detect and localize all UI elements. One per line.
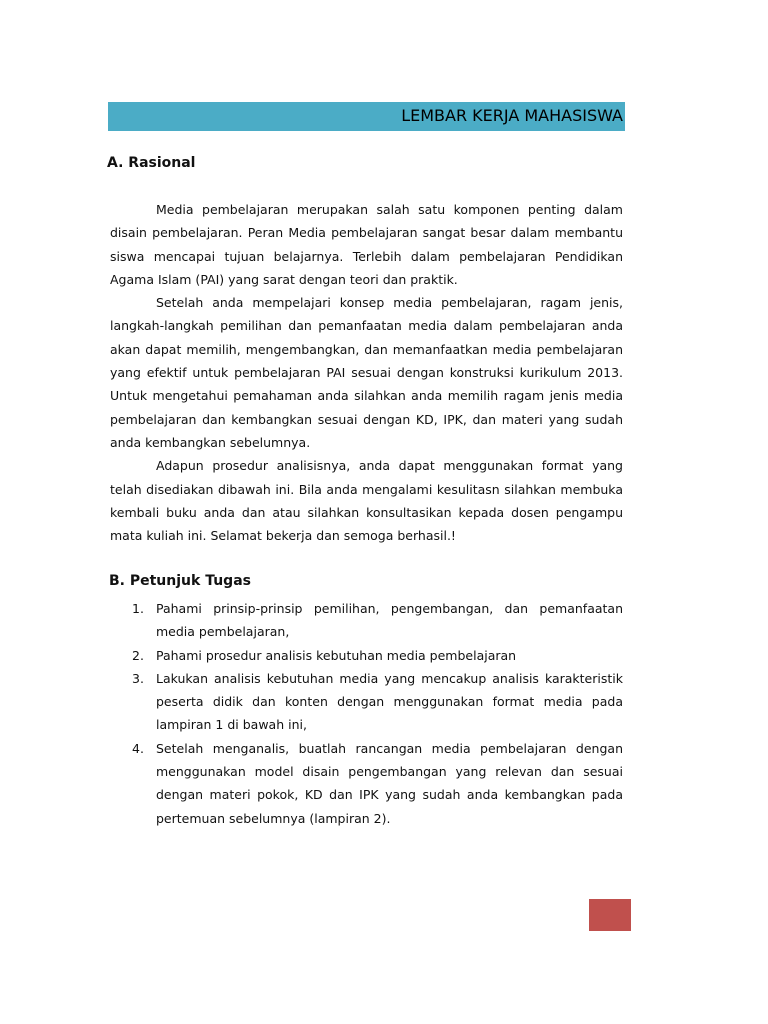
page-title: LEMBAR KERJA MAHASISWA: [401, 106, 623, 125]
list-item-text: Setelah menganalis, buatlah rancangan media pembelajaran dengan menggunakan model disain pengembangan yang relevan dan sesuai dengan materi pokok, KD dan IPK yang sudah anda kembangkan pada pertemuan sebelumnya (lampiran 2).: [156, 740, 623, 826]
list-item-number: 2.: [132, 647, 144, 663]
rasional-paragraph: Setelah anda mempelajari konsep media pembelajaran, ragam jenis, langkah-langkah pemilihan dan pemanfaatan media dalam pembelajaran anda akan dapat memilih, mengembangkan, dan memanfaatkan media pembelajaran yang efektif untuk pembelajaran PAI sesuai dengan konstruksi kurikulum 2013. Untuk mengetahui pemahaman anda silahkan anda memilih ragam jenis media pembelajaran dan kembangkan sesuai dengan KD, IPK, dan materi yang sudah anda kembangkan sebelumnya.: [110, 295, 623, 450]
list-item-number: 3.: [132, 670, 144, 686]
list-item: [110, 597, 623, 644]
list-item-text: Pahami prinsip-prinsip pemilihan, pengembangan, dan pemanfaatan media pembelajaran,: [156, 601, 623, 640]
list-item-text: Pahami prosedur analisis kebutuhan media pembelajaran: [156, 647, 517, 663]
list-item: [110, 644, 623, 667]
rasional-body: [110, 198, 623, 547]
list-item-number: 1.: [132, 601, 144, 616]
rasional-paragraph: Media pembelajaran merupakan salah satu komponen penting dalam disain pembelajaran. Peran Media pembelajaran sangat besar dalam membantu siswa mencapai tujuan belajarnya. Terlebih dalam pembelajaran Pendidikan Agama Islam (PAI) yang sarat dengan teori dan praktik.: [110, 202, 623, 287]
task-list: [110, 597, 623, 830]
header-bar: [108, 102, 625, 131]
page-number-box: [589, 899, 631, 931]
section-b-heading: B. Petunjuk Tugas: [109, 573, 251, 589]
section-a-heading: A. Rasional: [107, 155, 196, 171]
list-item-number: 4.: [132, 740, 144, 756]
list-item: [110, 667, 623, 737]
rasional-paragraph: Adapun prosedur analisisnya, anda dapat menggunakan format yang telah disediakan dibawah ini. Bila anda mengalami kesulitasn silahkan membuka kembali buku anda dan atau silahkan konsultasikan kepada dosen pengampu mata kuliah ini. Selamat bekerja dan semoga berhasil.!: [110, 458, 623, 544]
list-item: [110, 737, 623, 830]
list-item-text: Lakukan analisis kebutuhan media yang mencakup analisis karakteristik peserta didik dan konten dengan menggunakan format media pada lampiran 1 di bawah ini,: [156, 670, 623, 733]
